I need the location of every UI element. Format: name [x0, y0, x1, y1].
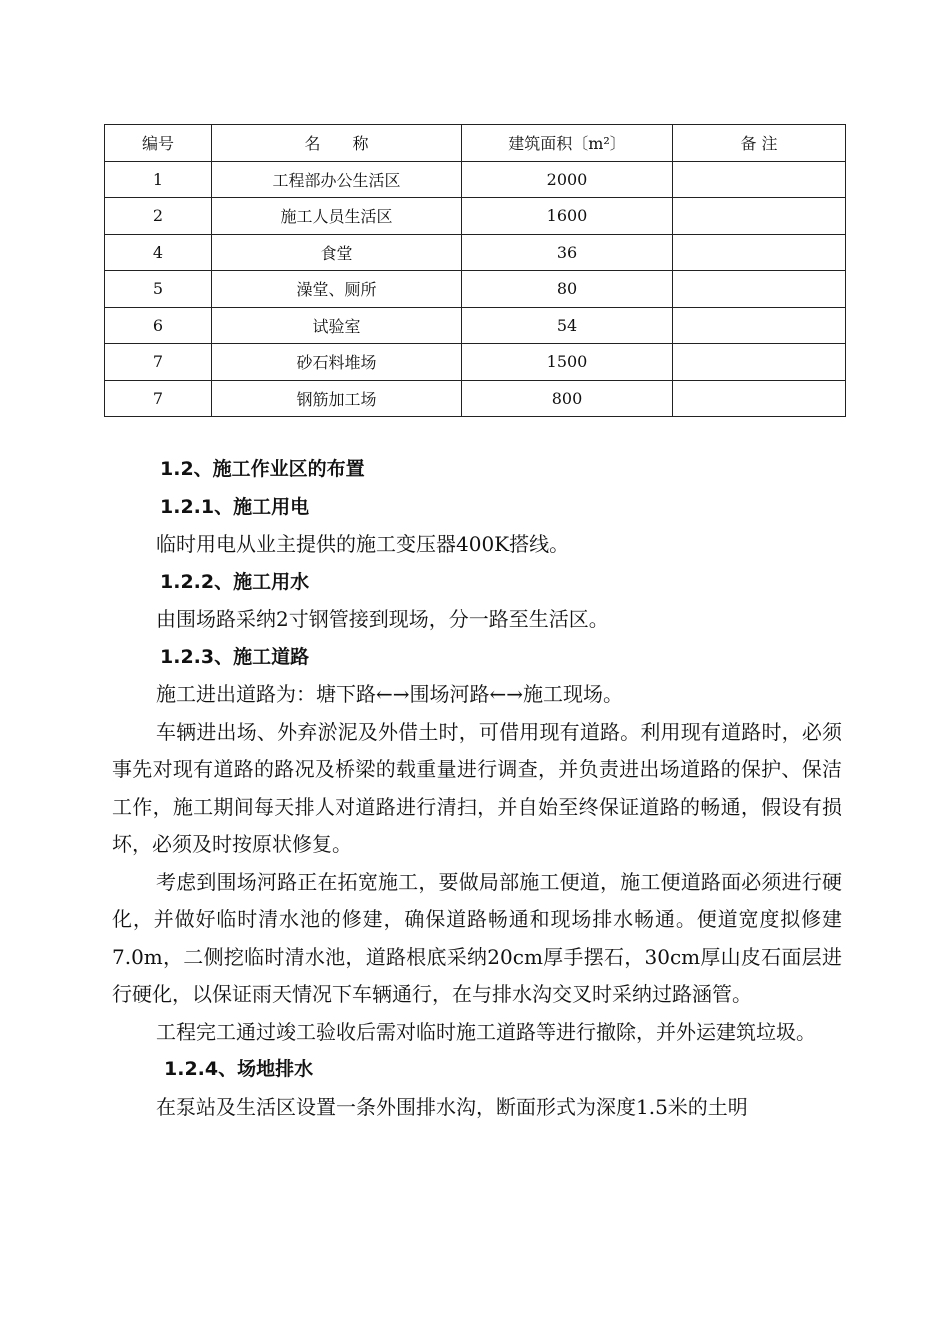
cell-name: 食堂	[212, 234, 462, 271]
header-name: 名 称	[212, 125, 462, 162]
body-text	[112, 451, 842, 1126]
cell-name: 试验室	[212, 307, 462, 344]
cell-number: 4	[105, 234, 212, 271]
cell-name: 工程部办公生活区	[212, 161, 462, 198]
cell-number: 2	[105, 198, 212, 235]
cell-number: 7	[105, 380, 212, 417]
cell-area: 54	[462, 307, 673, 344]
paragraph-road-construction: 考虑到围场河路正在拓宽施工，要做局部施工便道，施工便道路面必须进行硬化，并做好临时清水池的修建，确保道路畅通和现场排水畅通。便道宽度拟修建7.0m，二侧挖临时清水池，道路根底采纳20cm厚手摆石，30cm厚山皮石面层进行硬化，以保证雨天情况下车辆通行，在与排水沟交叉时采纳过路涵管。	[112, 869, 842, 1006]
table-header-row	[105, 125, 846, 162]
cell-area: 80	[462, 271, 673, 308]
facility-area-table	[104, 124, 846, 417]
section-heading-1-2-3: 1.2.3、施工道路	[160, 645, 310, 668]
cell-remarks	[673, 380, 846, 417]
paragraph-drainage: 在泵站及生活区设置一条外围排水沟，断面形式为深度1.5米的土明	[156, 1094, 748, 1119]
paragraph-road-route: 施工进出道路为：塘下路←→围场河路←→施工现场。	[156, 682, 624, 706]
cell-area: 2000	[462, 161, 673, 198]
cell-name: 澡堂、厕所	[212, 271, 462, 308]
cell-remarks	[673, 234, 846, 271]
cell-area: 1500	[462, 344, 673, 381]
cell-name: 钢筋加工场	[212, 380, 462, 417]
cell-area: 800	[462, 380, 673, 417]
cell-remarks	[673, 344, 846, 381]
paragraph-road-usage: 车辆进出场、外弃淤泥及外借土时，可借用现有道路。利用现有道路时，必须事先对现有道路的路况及桥梁的载重量进行调查，并负责进出场道路的保护、保洁工作，施工期间每天排人对道路进行清扫，并自始至终保证道路的畅通，假设有损坏，必须及时按原状修复。	[112, 719, 842, 856]
cell-number: 5	[105, 271, 212, 308]
cell-number: 1	[105, 161, 212, 198]
header-area: 建筑面积〔m²〕	[462, 125, 673, 162]
paragraph-road-removal: 工程完工通过竣工验收后需对临时施工道路等进行撤除，并外运建筑垃圾。	[156, 1019, 816, 1044]
table-row	[105, 307, 846, 344]
section-heading-1-2: 1.2、施工作业区的布置	[160, 458, 365, 480]
paragraph-power: 临时用电从业主提供的施工变压器400K搭线。	[156, 532, 570, 556]
cell-remarks	[673, 161, 846, 198]
cell-area: 36	[462, 234, 673, 271]
cell-remarks	[673, 307, 846, 344]
section-heading-1-2-2: 1.2.2、施工用水	[160, 570, 310, 593]
cell-number: 6	[105, 307, 212, 344]
table-row	[105, 198, 846, 235]
table-row	[105, 271, 846, 308]
section-heading-1-2-1: 1.2.1、施工用电	[160, 495, 310, 518]
table-row	[105, 344, 846, 381]
cell-number: 7	[105, 344, 212, 381]
section-heading-1-2-4: 1.2.4、场地排水	[164, 1058, 314, 1080]
header-number: 编号	[105, 125, 212, 162]
paragraph-water: 由围场路采纳2寸钢管接到现场，分一路至生活区。	[156, 607, 609, 631]
cell-remarks	[673, 198, 846, 235]
table-row	[105, 234, 846, 271]
header-remarks: 备 注	[673, 125, 846, 162]
cell-name: 施工人员生活区	[212, 198, 462, 235]
cell-name: 砂石料堆场	[212, 344, 462, 381]
cell-remarks	[673, 271, 846, 308]
table-row	[105, 380, 846, 417]
table-row	[105, 161, 846, 198]
cell-area: 1600	[462, 198, 673, 235]
